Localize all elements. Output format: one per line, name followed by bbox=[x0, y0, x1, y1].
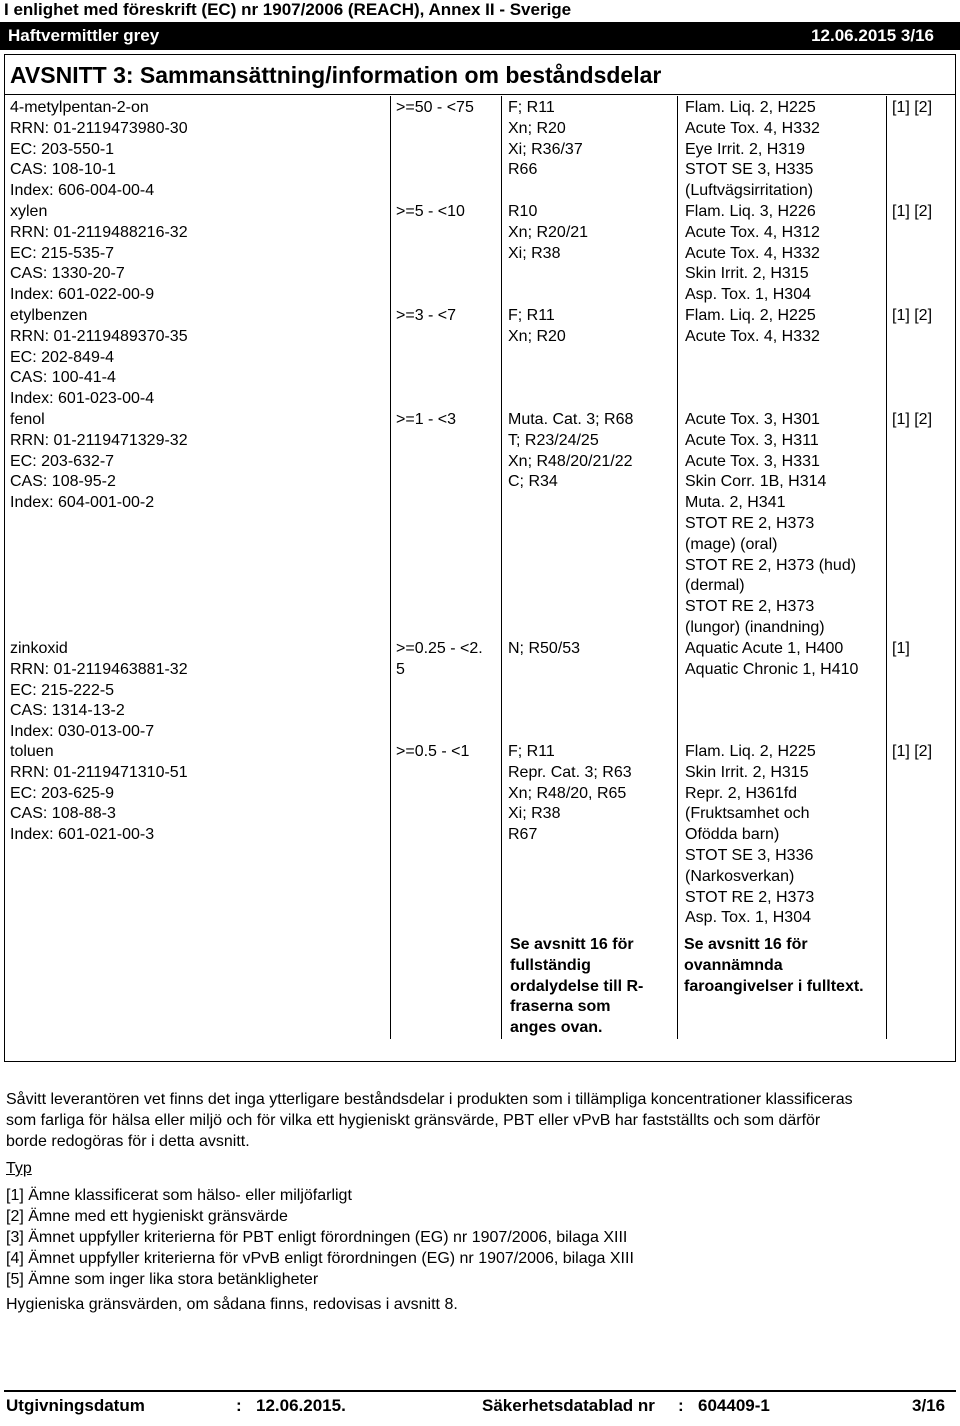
dsd-classification-cell: F; R11 Xn; R20 Xi; R36/37 R66 bbox=[508, 99, 583, 179]
date-page: 12.06.2015 3/16 bbox=[811, 26, 934, 45]
product-name: Haftvermittler grey bbox=[8, 26, 160, 45]
issue-date: 12.06.2015. bbox=[256, 1396, 346, 1415]
column-divider bbox=[390, 96, 391, 1039]
concentration-cell: >=0.5 - <1 bbox=[396, 743, 470, 760]
sds-number-separator: : bbox=[678, 1396, 684, 1415]
footer-page: 3/16 bbox=[912, 1396, 946, 1415]
substance-name-cell: fenol RRN: 01-2119471329-32 EC: 203-632-7 CAS: 108-95-2 Index: 604-001-00-2 bbox=[10, 411, 188, 512]
concentration-cell: >=1 - <3 bbox=[396, 411, 457, 428]
dsd-classification-cell: N; R50/53 bbox=[508, 640, 581, 657]
dsd-classification-cell: F; R11 Xn; R20 bbox=[508, 307, 566, 345]
clp-classification-cell: Acute Tox. 3, H301 Acute Tox. 3, H311 Acute Tox. 3, H331 Skin Corr. 1B, H314 Muta. 2, H341 STOT RE 2, H373 (mage) (oral) STOT RE 2, H373 (hud) (dermal) STOT RE 2, H373 (lungor) (inandning) bbox=[685, 411, 857, 636]
sds-number: 604409-1 bbox=[698, 1396, 770, 1415]
substance-name-cell: toluen RRN: 01-2119471310-51 EC: 203-625-9 CAS: 108-88-3 Index: 601-021-00-3 bbox=[10, 743, 188, 844]
concentration-cell: >=50 - <75 bbox=[396, 99, 474, 116]
sds-number-label: Säkerhetsdatablad nr bbox=[482, 1396, 655, 1415]
clp-classification-cell: Flam. Liq. 3, H226 Acute Tox. 4, H312 Acute Tox. 4, H332 Skin Irrit. 2, H315 Asp. Tox. 1, H304 bbox=[685, 203, 820, 304]
section-title: AVSNITT 3: Sammansättning/information om beståndsdelar bbox=[10, 62, 662, 88]
section-title-box bbox=[4, 54, 956, 94]
dsd-classification-cell: F; R11 Repr. Cat. 3; R63 Xn; R48/20, R65 Xi; R38 R67 bbox=[508, 743, 632, 844]
legend-item: [5] Ämne som inger lika stora betänkligheter bbox=[6, 1271, 319, 1288]
notes-cell: [1] [2] bbox=[892, 203, 933, 220]
column-divider bbox=[677, 96, 678, 1039]
legend-title: Typ bbox=[6, 1160, 32, 1177]
column-divider bbox=[501, 96, 502, 1039]
footer-rule bbox=[4, 1390, 956, 1392]
notes-cell: [1] bbox=[892, 640, 910, 657]
regulation-header: I enlighet med föreskrift (EC) nr 1907/2006 (REACH), Annex II - Sverige bbox=[4, 0, 572, 19]
legend-item: [3] Ämnet uppfyller kriterierna för PBT enligt förordningen (EG) nr 1907/2006, bilaga XIII bbox=[6, 1229, 628, 1246]
clp-classification-cell: Aquatic Acute 1, H400 Aquatic Chronic 1, H410 bbox=[685, 640, 859, 678]
clp-footnote: Se avsnitt 16 för ovannämnda faroangivelser i fulltext. bbox=[684, 936, 864, 995]
product-header-bar bbox=[0, 22, 960, 50]
column-divider bbox=[886, 96, 887, 1039]
concentration-cell: >=3 - <7 bbox=[396, 307, 457, 324]
legend-item: [2] Ämne med ett hygieniskt gränsvärde bbox=[6, 1208, 288, 1225]
notes-cell: [1] [2] bbox=[892, 411, 933, 428]
clp-classification-cell: Flam. Liq. 2, H225 Acute Tox. 4, H332 Eye Irrit. 2, H319 STOT SE 3, H335 (Luftvägsirritation) bbox=[685, 99, 820, 200]
concentration-cell: >=0.25 - <2. 5 bbox=[396, 640, 483, 678]
substance-name-cell: zinkoxid RRN: 01-2119463881-32 EC: 215-222-5 CAS: 1314-13-2 Index: 030-013-00-7 bbox=[10, 640, 188, 741]
notes-cell: [1] [2] bbox=[892, 743, 933, 760]
dsd-classification-cell: Muta. Cat. 3; R68 T; R23/24/25 Xn; R48/20/21/22 C; R34 bbox=[508, 411, 634, 491]
legend-item: [1] Ämne klassificerat som hälso- eller miljöfarligt bbox=[6, 1187, 352, 1204]
clp-classification-cell: Flam. Liq. 2, H225 Skin Irrit. 2, H315 Repr. 2, H361fd (Fruktsamhet och Ofödda barn) STOT SE 3, H336 (Narkosverkan) STOT RE 2, H373 Asp. Tox. 1, H304 bbox=[685, 743, 816, 927]
issue-date-separator: : bbox=[236, 1396, 242, 1415]
substance-name-cell: xylen RRN: 01-2119488216-32 EC: 215-535-7 CAS: 1330-20-7 Index: 601-022-00-9 bbox=[10, 203, 188, 304]
notes-cell: [1] [2] bbox=[892, 307, 933, 324]
substance-name-cell: etylbenzen RRN: 01-2119489370-35 EC: 202-849-4 CAS: 100-41-4 Index: 601-023-00-4 bbox=[10, 307, 188, 408]
substance-name-cell: 4-metylpentan-2-on RRN: 01-2119473980-30 EC: 203-550-1 CAS: 108-10-1 Index: 606-004-00-4 bbox=[10, 99, 188, 200]
dsd-footnote: Se avsnitt 16 för fullständig ordalydelse till R- fraserna som anges ovan. bbox=[510, 936, 644, 1037]
notes-cell: [1] [2] bbox=[892, 99, 933, 116]
legend bbox=[6, 1158, 634, 1290]
dsd-classification-cell: R10 Xn; R20/21 Xi; R38 bbox=[508, 203, 589, 262]
concentration-cell: >=5 - <10 bbox=[396, 203, 465, 220]
issue-date-label: Utgivningsdatum bbox=[6, 1396, 145, 1415]
hygiene-note: Hygieniska gränsvärden, om sådana finns, redovisas i avsnitt 8. bbox=[6, 1296, 458, 1313]
additional-info-paragraph: Såvitt leverantören vet finns det inga ytterligare beståndsdelar i produkten som i tillämpliga koncentrationer klassificeras som farliga för hälsa eller miljö och för vilka ett hygieniskt gränsvärde, PBT eller vPvB har fastställts och som därför borde redogöras för i detta avsnitt. bbox=[6, 1091, 853, 1150]
legend-item: [4] Ämnet uppfyller kriterierna för vPvB enligt förordningen (EG) nr 1907/2006, bilaga XIII bbox=[6, 1250, 634, 1267]
clp-classification-cell: Flam. Liq. 2, H225 Acute Tox. 4, H332 bbox=[685, 307, 820, 345]
